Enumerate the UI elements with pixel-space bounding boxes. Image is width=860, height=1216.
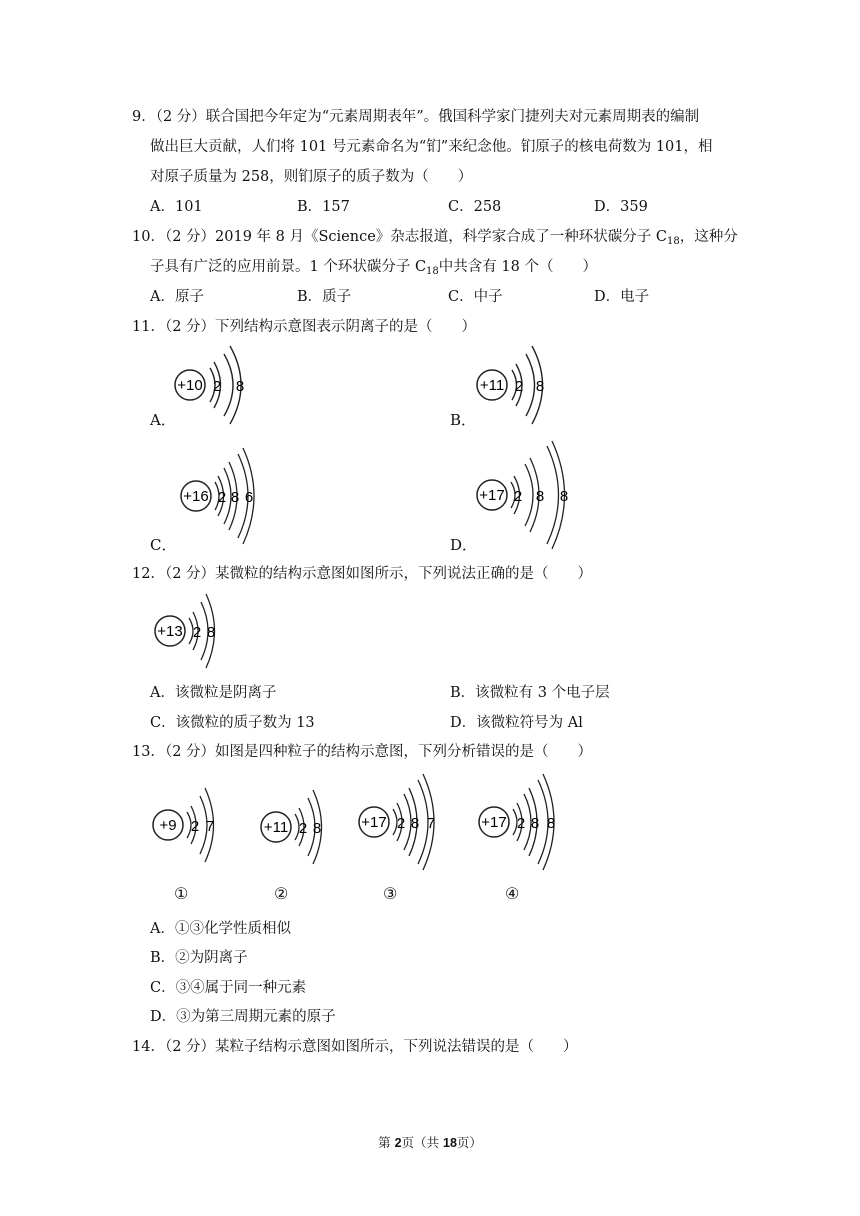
q12-option-d: D．该微粒符号为 Al bbox=[450, 715, 583, 731]
q11-b-shell1: 2 bbox=[514, 378, 524, 395]
q10-stem-line1: 10．（2 分）2019 年 8 月《Science》杂志报道，科学家合成了一种环状碳分子 $C_{18}$，这种分 bbox=[132, 229, 738, 247]
q9-stem-line3: 对原子质量为 258，则钔原子的质子数为（ ） bbox=[150, 169, 473, 185]
q13-label-1: ① bbox=[174, 884, 189, 903]
q9-stem-line2: 做出巨大贡献，人们将 101 号元素命名为“钔”来纪念他。钔原子的核电荷数为 101，相 bbox=[150, 139, 713, 155]
q11-d-shell3: 8 bbox=[559, 488, 569, 505]
q13-2-shell1: 2 bbox=[298, 820, 308, 837]
q12-option-b: B．该微粒有 3 个电子层 bbox=[450, 685, 610, 701]
q13-option-b: B．②为阴离子 bbox=[150, 950, 248, 966]
q13-atom-diagram-2 bbox=[258, 782, 348, 876]
q12-option-c: C．该微粒的质子数为 13 bbox=[150, 715, 315, 731]
q11-c-shell3: 6 bbox=[244, 489, 254, 506]
q13-atom-diagram-1 bbox=[150, 780, 240, 874]
q9-option-d: D．359 bbox=[594, 199, 648, 215]
q9-option-c: C．258 bbox=[448, 199, 502, 215]
q11-d-shell2: 8 bbox=[535, 488, 545, 505]
q13-1-shell2: 7 bbox=[205, 818, 215, 835]
q9-option-a: A．101 bbox=[150, 199, 203, 215]
q13-option-d: D．③为第三周期元素的原子 bbox=[150, 1009, 336, 1025]
q13-4-shell2: 8 bbox=[530, 815, 540, 832]
q13-3-shell2: 8 bbox=[410, 815, 420, 832]
q11-option-c: C． bbox=[150, 536, 177, 554]
q11-option-a: A． bbox=[150, 411, 176, 429]
q13-label-4: ④ bbox=[505, 884, 520, 903]
q11-a-shell1: 2 bbox=[212, 378, 222, 395]
q11-d-nucleus: +17 bbox=[479, 487, 505, 504]
q12-shell2: 8 bbox=[206, 624, 216, 641]
q11-c-nucleus: +16 bbox=[183, 488, 209, 505]
q12-shell1: 2 bbox=[192, 624, 202, 641]
q11-option-d: D． bbox=[450, 536, 478, 554]
page-total: 18 bbox=[443, 1136, 457, 1150]
page-number: 2 bbox=[394, 1136, 402, 1150]
q11-atom-diagram-a bbox=[170, 340, 290, 434]
q13-2-nucleus: +11 bbox=[263, 819, 289, 836]
q12-option-a: A．该微粒是阴离子 bbox=[150, 685, 277, 701]
q13-3-shell3: 7 bbox=[426, 815, 436, 832]
q10-option-d: D．电子 bbox=[594, 289, 650, 305]
q13-atom-diagram-4 bbox=[476, 772, 576, 876]
q13-2-shell2: 8 bbox=[312, 820, 322, 837]
q11-b-nucleus: +11 bbox=[479, 377, 505, 394]
q11-a-nucleus: +10 bbox=[177, 377, 203, 394]
q11-d-shell1: 2 bbox=[513, 488, 523, 505]
q10-stem-line2: 子具有广泛的应用前景。1 个环状碳分子 $C_{18}$中共含有 18 个（ ） bbox=[150, 259, 597, 277]
q12-atom-diagram bbox=[152, 588, 252, 677]
q11-b-shell2: 8 bbox=[535, 378, 545, 395]
q10-option-a: A．原子 bbox=[150, 289, 204, 305]
q13-1-nucleus: +9 bbox=[159, 817, 177, 834]
q11-c-shell1: 2 bbox=[217, 489, 227, 506]
page-footer: 第 2页（共 18页） bbox=[378, 1135, 482, 1150]
q11-atom-diagram-d bbox=[474, 440, 594, 554]
q13-option-c: C．③④属于同一种元素 bbox=[150, 980, 307, 996]
q13-atom-diagram-3 bbox=[356, 772, 456, 876]
q11-option-b: B． bbox=[450, 411, 477, 429]
q13-option-a: A．①③化学性质相似 bbox=[150, 921, 291, 937]
q14-stem: 14．（2 分）某粒子结构示意图如图所示，下列说法错误的是（ ） bbox=[132, 1039, 578, 1055]
q13-4-shell1: 2 bbox=[516, 815, 526, 832]
q12-nucleus: +13 bbox=[157, 623, 183, 640]
q13-stem: 13．（2 分）如图是四种粒子的结构示意图，下列分析错误的是（ ） bbox=[132, 744, 593, 760]
q11-stem: 11．（2 分）下列结构示意图表示阴离子的是（ ） bbox=[132, 319, 477, 335]
q9-stem-line1: 9．（2 分）联合国把今年定为“元素周期表年”。俄国科学家门捷列夫对元素周期表的编制 bbox=[132, 109, 700, 125]
q11-c-shell2: 8 bbox=[230, 489, 240, 506]
q12-stem: 12．（2 分）某微粒的结构示意图如图所示，下列说法正确的是（ ） bbox=[132, 566, 593, 582]
q11-a-shell2: 8 bbox=[235, 378, 245, 395]
q13-label-2: ② bbox=[274, 884, 289, 903]
q13-3-nucleus: +17 bbox=[361, 814, 387, 831]
q11-atom-diagram-c bbox=[176, 446, 296, 550]
q13-1-shell1: 2 bbox=[190, 818, 200, 835]
q13-4-nucleus: +17 bbox=[481, 814, 507, 831]
q13-3-shell1: 2 bbox=[396, 815, 406, 832]
q13-label-3: ③ bbox=[383, 884, 398, 903]
q10-option-c: C．中子 bbox=[448, 289, 503, 305]
q13-4-shell3: 8 bbox=[546, 815, 556, 832]
q11-atom-diagram-b bbox=[472, 340, 592, 434]
q9-option-b: B．157 bbox=[297, 199, 350, 215]
q10-option-b: B．质子 bbox=[297, 289, 352, 305]
